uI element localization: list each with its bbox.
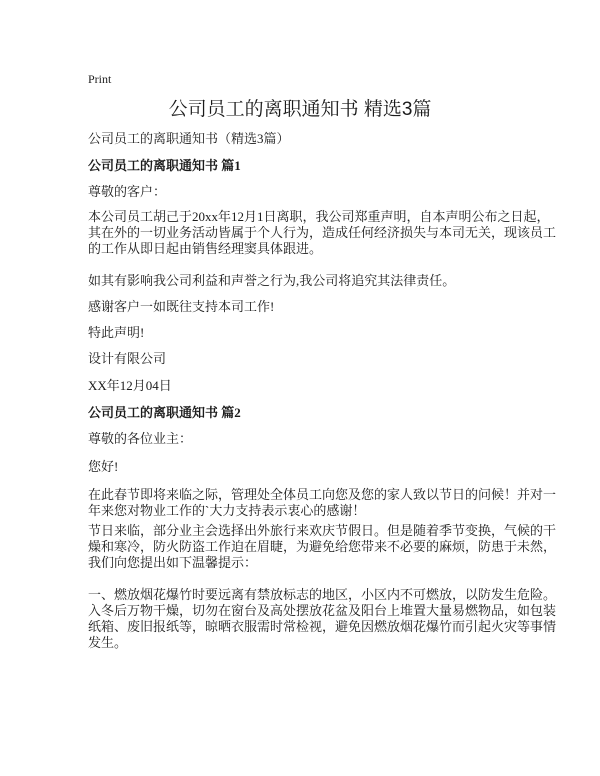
section1-company: 设计有限公司 [88,351,167,366]
subtitle: 公司员工的离职通知书（精选3篇） [88,131,290,146]
text-line: 入冬后万物干燥，切勿在窗台及高处摆放花盆及阳台上堆置大量易燃物品，如包装 [88,603,557,618]
text-line: 在此春节即将来临之际，管理处全体员工向您及您的家人致以节日的问候！并对一 [88,487,557,502]
section1-date: XX年12月04日 [88,378,172,393]
section2-greeting: 尊敬的各位业主： [88,431,193,446]
text-line: 本公司员工胡己于20xx年12月1日离职，我公司郑重声明，自本声明公布之日起， [88,209,550,224]
section2-para1 [88,487,557,519]
section1-para3: 感谢客户一如既往支持本司工作! [88,299,275,314]
text-line: 我们向您提出如下温馨提示： [88,555,258,570]
text-line: 的工作从即日起由销售经理窦具体跟进。 [88,241,323,256]
text-line: 燥和寒冷，防火防盗工作迫在眉睫，为避免给您带来不必要的麻烦，防患于未然， [88,539,557,554]
text-line: 纸箱、废旧报纸等，晾晒衣服需时常检视，避免因燃放烟花爆竹而引起火灾等事情 [88,619,557,634]
print-link[interactable]: Print [88,72,112,86]
section1-para4: 特此声明! [88,325,145,340]
section1-para2: 如其有影响我公司利益和声誉之行为,我公司将追究其法律责任。 [88,273,456,288]
text-line: 一、燃放烟花爆竹时要远离有禁放标志的地区，小区内不可燃放，以防发生危险。 [88,587,557,602]
text-line: 发生。 [88,635,128,650]
section1-greeting: 尊敬的客户： [88,184,167,199]
page-title: 公司员工的离职通知书 精选3篇 [168,99,432,120]
section2-hello: 您好! [88,459,119,474]
section1-para1 [88,209,557,257]
section1-heading: 公司员工的离职通知书 篇1 [88,158,241,173]
text-line: 节日来临，部分业主会选择出外旅行来欢庆节假日。但是随着季节变换，气候的干 [88,523,557,538]
section2-para3 [88,587,557,651]
section2-heading: 公司员工的离职通知书 篇2 [88,405,241,420]
section2-para2 [88,523,557,571]
text-line: 年来您对物业工作的`大力支持表示衷心的感谢！ [88,503,366,518]
text-line: 其在外的一切业务活动皆属于个人行为，造成任何经济损失与本司无关，现该员工 [88,225,557,240]
